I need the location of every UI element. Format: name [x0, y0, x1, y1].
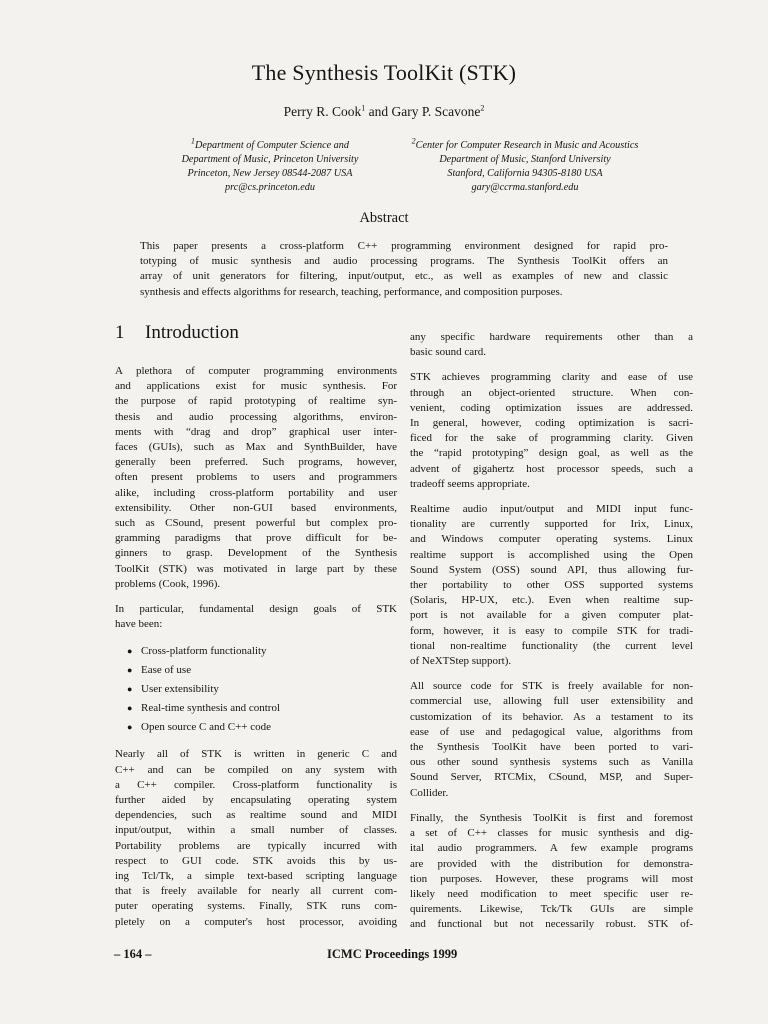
text-line: and functional but not necessarily robust. STK of- [410, 918, 693, 931]
text-line: quirements. Likewise, Tck/Tk GUIs are simple [410, 903, 693, 916]
abstract-line: totyping of music synthesis and audio processing programs. The Synthesis ToolKit offers an [140, 255, 668, 268]
section-number: 1 [115, 322, 125, 343]
text-line: ous other sound synthesis systems such as Vanilla [410, 756, 693, 769]
text-line: Finally, the Synthesis ToolKit is first and foremost [410, 811, 693, 824]
list-item [127, 661, 397, 680]
affiliation-stanford [360, 136, 690, 195]
text-line: such as CSound, present powerful but complex pro- [115, 517, 397, 530]
paragraph [410, 330, 693, 360]
text-line: puter operating systems. Finally, STK runs com- [115, 900, 397, 913]
text-line: and applications exist for music synthesis. For [115, 380, 397, 393]
text-line: often present problems to users and programmers [115, 471, 397, 484]
text-line: Sound Server, RTCMix, CSound, MSP, and Super- [410, 771, 693, 784]
affiliation-mark: 1 [191, 136, 196, 146]
abstract-body [140, 239, 668, 300]
affiliation-line: Stanford, California 94305-8180 USA [447, 168, 603, 179]
author-conjunction: and [368, 104, 389, 119]
text-line: tion purposes. However, these programs will most [410, 872, 693, 885]
text-line: customization of its behavior. As a testament to its [410, 710, 693, 723]
text-line: tionality are currently supported for Irix, Linux, [410, 518, 693, 531]
paragraph [115, 364, 397, 592]
text-line: Collider. [410, 786, 449, 799]
text-line: and Windows computer operating systems. Linux [410, 533, 693, 546]
left-column [115, 364, 397, 940]
list-item-text: Cross-platform functionality [141, 645, 267, 658]
text-line: generally been preferred. Such programs, however, [115, 456, 397, 469]
text-line: input/output, within a small number of classes. [115, 824, 397, 837]
paragraph [115, 747, 397, 929]
text-line: Portability problems are typically incurred with [115, 839, 397, 852]
affiliation-line: Princeton, New Jersey 08544-2087 USA [187, 168, 353, 179]
text-line: Nearly all of STK is written in generic C and [115, 748, 397, 761]
text-line: faces (GUIs), such as Max and SynthBuilder, have [115, 441, 397, 454]
text-line: ginners to grasp. Development of the Synthesis [115, 547, 397, 560]
right-column [410, 330, 693, 943]
text-line: of NeXTStep support). [410, 655, 512, 668]
affiliation-line: Center for Computer Research in Music and Acoustics [415, 140, 639, 151]
affiliation-email: prc@cs.princeton.edu [225, 182, 315, 193]
text-line: form, however, it is easy to compile STK for tradi- [410, 624, 693, 637]
text-line: advent of gigahertz host processor speeds, such a [410, 462, 693, 475]
text-line: alike, including cross-platform portability and user [115, 486, 397, 499]
text-line: venient, coding optimization issues are addressed. [410, 401, 693, 414]
text-line: the “rapid prototyping” design goal, as well as the [410, 447, 693, 460]
list-item [127, 642, 397, 661]
text-line: the purpose of rapid prototyping of realtime syn- [115, 395, 397, 408]
list-item [127, 680, 397, 699]
paragraph [410, 502, 693, 669]
affiliation-email: gary@ccrma.stanford.edu [471, 182, 579, 193]
author-line [0, 104, 768, 120]
text-line: A plethora of computer programming environments [115, 365, 397, 377]
text-line: further aided by encapsulating operating system [115, 794, 397, 807]
text-line: In general, however, coding optimization is sacri- [410, 417, 693, 430]
text-line: ToolKit (STK) was motivated in large part by these [115, 562, 397, 575]
page-number: – 164 – [114, 947, 152, 961]
text-line: STK achieves programming clarity and ease of use [410, 371, 693, 384]
text-line: the Synthesis ToolKit have been ported to vari- [410, 741, 693, 754]
text-line: thesis and audio processing algorithms, environ- [115, 410, 397, 423]
abstract-line: array of unit generators for filtering, input/output, etc., as well as examples of new and classic [140, 270, 668, 283]
text-line: any specific hardware requirements other than a [410, 331, 693, 343]
text-line: C++ and can be compiled on any system with [115, 763, 397, 776]
author-scavone: Gary P. Scavone [391, 104, 481, 119]
paragraph [410, 679, 693, 801]
section-title: Introduction [145, 322, 239, 343]
affiliation-line: Department of Music, Stanford University [439, 154, 611, 165]
bullet-icon: ● [127, 703, 133, 714]
abstract-heading: Abstract [359, 210, 409, 226]
abstract-line: This paper presents a cross-platform C++ programming environment designed for rapid pro- [140, 240, 668, 252]
text-line: that is freely available for nearly all current com- [115, 885, 397, 898]
paragraph [410, 370, 693, 492]
text-line: a C++ compiler. Cross-platform functionality is [115, 778, 397, 791]
text-line: problems (Cook, 1996). [115, 577, 221, 590]
bullet-icon: ● [127, 646, 133, 657]
abstract-line: synthesis and effects algorithms for research, teaching, performance, and composition purposes. [140, 285, 563, 298]
text-line: gramming paradigms that prove difficult for be- [115, 532, 397, 545]
list-item-text: Open source C and C++ code [141, 721, 272, 734]
text-line: dependencies, such as realtime sound and MIDI [115, 809, 397, 822]
text-line: ther portability to other OSS supported systems [410, 579, 693, 592]
author-cook: Perry R. Cook [283, 104, 362, 119]
paragraph [115, 602, 397, 632]
text-line: extensibility. Other non-GUI based environments, [115, 501, 397, 514]
text-line: realtime support is accomplished using the Open [410, 548, 693, 561]
text-line: commercial use, allowing full user extensibility and [410, 695, 693, 708]
proceedings-footer: ICMC Proceedings 1999 [327, 947, 458, 961]
text-line: port is not available for a given computer plat- [410, 609, 693, 622]
text-line: Realtime audio input/output and MIDI input func- [410, 503, 693, 516]
text-line: basic sound card. [410, 346, 487, 359]
list-item-text: User extensibility [141, 683, 219, 696]
author-cook-mark: 1 [361, 103, 366, 113]
section-heading [115, 322, 239, 344]
text-line: tradeoff seems appropriate. [410, 477, 530, 490]
bullet-icon: ● [127, 665, 133, 676]
text-line: In particular, fundamental design goals of STK [115, 603, 397, 616]
paragraph [410, 811, 693, 933]
text-line: Sound System (OSS) sound API, thus allowing fur- [410, 563, 693, 576]
paper-title: The Synthesis ToolKit (STK) [251, 60, 517, 85]
list-item [127, 699, 397, 718]
text-line: ease of use and pedagogical value, algorithms from [410, 725, 693, 738]
text-line: ficed for the sake of programming clarity. Given [410, 432, 693, 445]
list-item-text: Real-time synthesis and control [141, 702, 280, 715]
text-line: tional non-realtime functionality (the current level [410, 639, 693, 652]
text-line: respect to GUI code. STK avoids this by us- [115, 854, 397, 867]
text-line: have been: [115, 618, 163, 631]
author-scavone-mark: 2 [480, 103, 485, 113]
text-line: All source code for STK is freely available for non- [410, 680, 693, 693]
bullet-icon: ● [127, 684, 133, 695]
text-line: pletely on a computer's host processor, avoiding [115, 915, 397, 928]
affiliation-line: Department of Computer Science and [195, 140, 349, 151]
affiliation-line: Department of Music, Princeton University [181, 154, 359, 165]
text-line: ital audio programmers. A few example programs [410, 842, 693, 855]
text-line: are provided with the distribution for demonstra- [410, 857, 693, 870]
list-item-text: Ease of use [141, 664, 192, 677]
affiliation-mark: 2 [411, 136, 416, 146]
text-line: (Solaris, HP-UX, etc.). Even when realtime sup- [410, 594, 693, 607]
text-line: a set of C++ classes for music synthesis and dig- [410, 827, 693, 840]
text-line: ments with “drag and drop” graphical user inter- [115, 425, 397, 438]
text-line: through an object-oriented structure. When con- [410, 386, 693, 399]
design-goals-list [115, 642, 397, 737]
text-line: likely need modification to meet specific user re- [410, 887, 693, 900]
bullet-icon: ● [127, 722, 133, 733]
text-line: ing Tcl/Tk, a simple text-based scripting language [115, 870, 397, 883]
list-item [127, 718, 397, 737]
